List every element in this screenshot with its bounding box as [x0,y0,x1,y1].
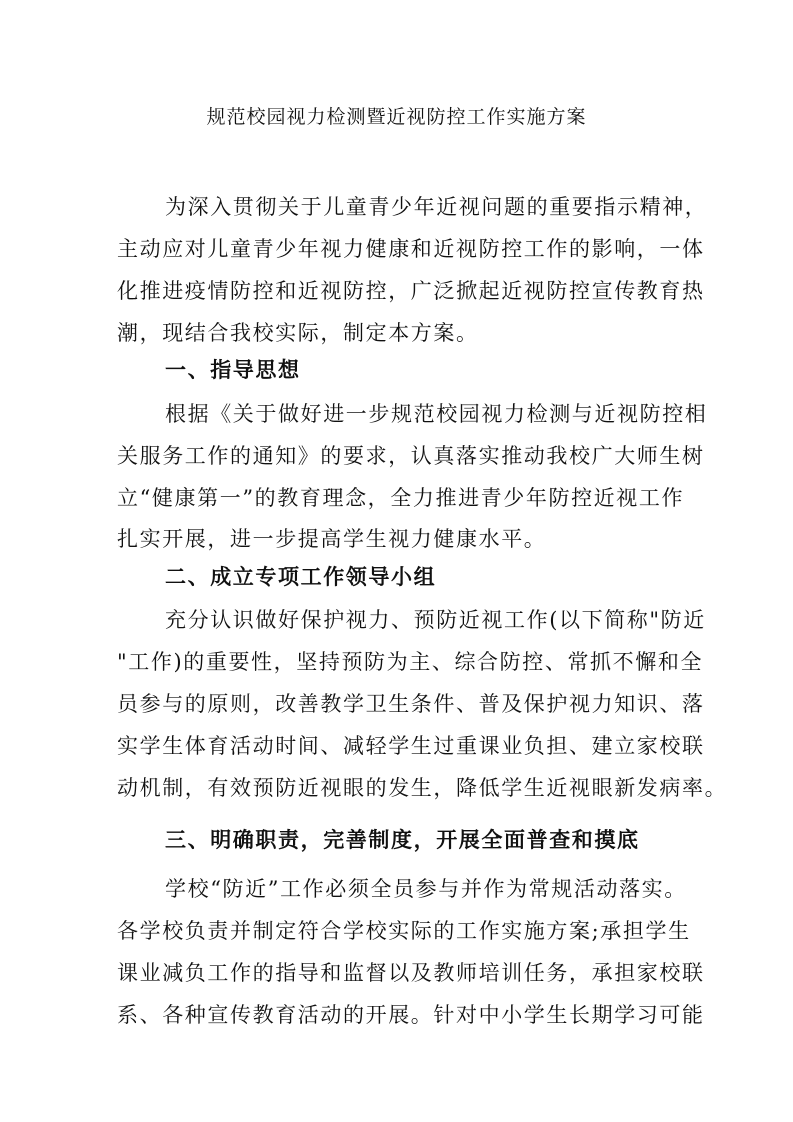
section-3-heading: 三、明确职责，完善制度，开展全面普查和摸底 [165,827,640,852]
section-2-heading: 二、成立专项工作领导小组 [165,564,437,589]
section-3-line-1: 学校“防近”工作必须全员参与并作为常规活动落实。 [165,877,687,901]
section-2-line-1: 充分认识做好保护视力、预防近视工作(以下简称"防近 [165,608,706,632]
section-2-line-4: 实学生体育活动时间、减轻学生过重课业负担、建立家校联 [117,734,705,758]
section-1-heading: 一、指导思想 [165,357,301,382]
section-2-line-3: 员参与的原则，改善教学卫生条件、普及保护视力知识、落 [117,692,705,716]
section-3-line-2: 各学校负责并制定符合学校实际的工作实施方案;承担学生 [117,919,691,943]
document-title: 规范校园视力检测暨近视防控工作实施方案 [206,106,587,128]
intro-line-4: 潮，现结合我校实际，制定本方案。 [117,321,479,345]
section-2-line-5: 动机制，有效预防近视眼的发生，降低学生近视眼新发病率。 [117,776,728,800]
section-1-line-2: 关服务工作的通知》的要求，认真落实推动我校广大师生树 [117,444,705,468]
section-1-line-4: 扎实开展，进一步提高学生视力健康水平。 [117,527,547,551]
section-3-line-4: 系、各种宣传教育活动的开展。针对中小学生长期学习可能 [117,1003,705,1027]
section-2-line-2: "工作)的重要性，坚持预防为主、综合防控、常抓不懈和全 [117,650,704,674]
section-1-line-1: 根据《关于做好进一步规范校园视力检测与近视防控相 [165,402,708,426]
intro-line-2: 主动应对儿童青少年视力健康和近视防控工作的影响，一体 [117,237,705,261]
section-3-line-3: 课业减负工作的指导和监督以及教师培训任务，承担家校联 [117,961,705,985]
intro-line-3: 化推进疫情防控和近视防控，广泛掀起近视防控宣传教育热 [117,279,705,303]
section-1-line-3: 立“健康第一”的教育理念，全力推进青少年防控近视工作 [117,486,685,510]
intro-line-1: 为深入贯彻关于儿童青少年近视问题的重要指示精神， [165,195,708,219]
